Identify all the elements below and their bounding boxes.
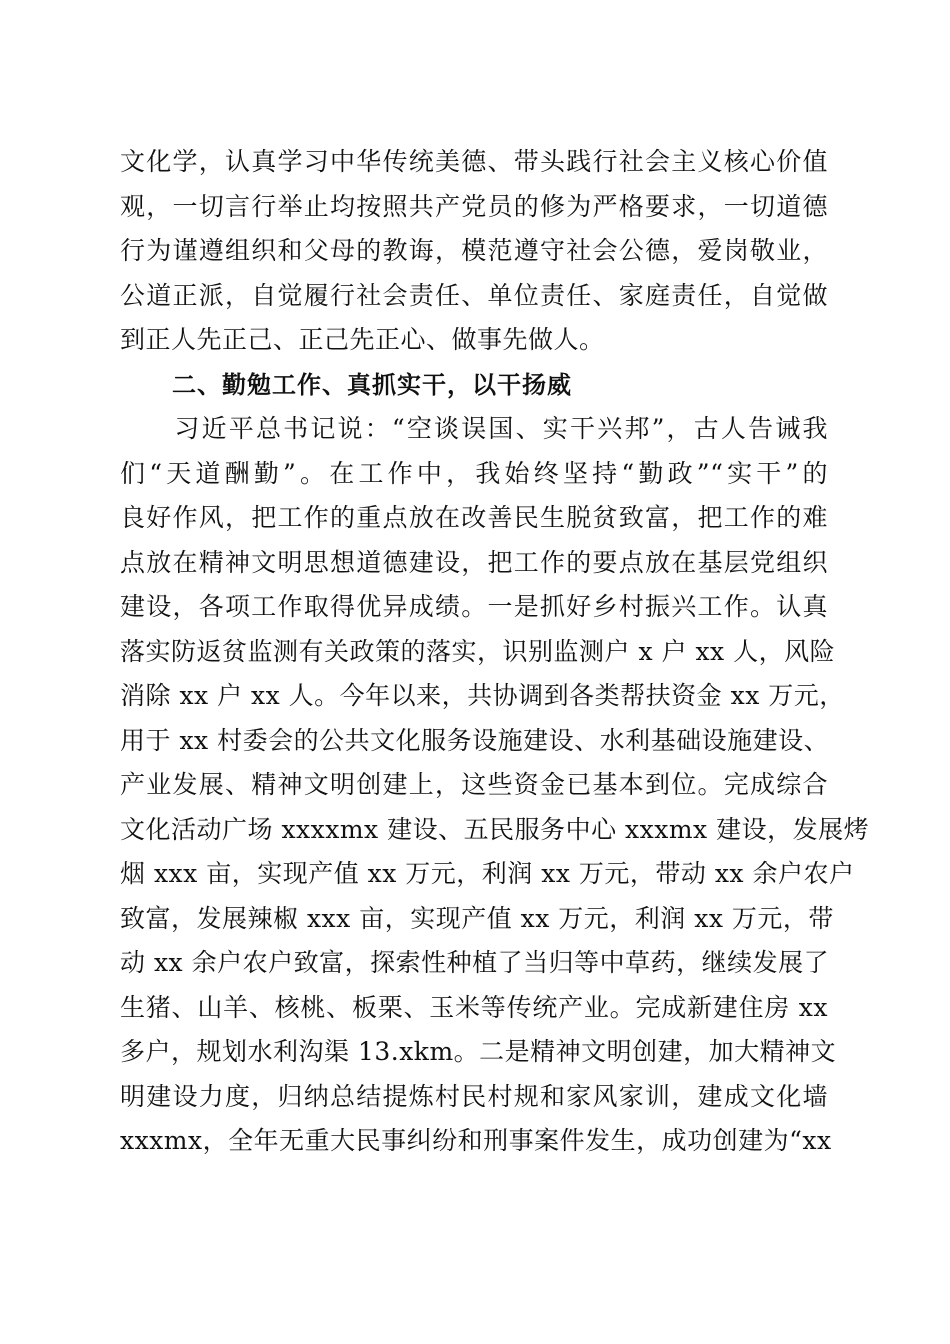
paragraph-line: 致富，发展辣椒 xxx 亩，实现产值 xx 万元，利润 xx 万元，带 xyxy=(120,903,834,933)
paragraph-line: 多户，规划水利沟渠 13.xkm。二是精神文明创建，加大精神文 xyxy=(120,1037,837,1066)
paragraph-line: xxxmx，全年无重大民事纠纷和刑事案件发生，成功创建为“xx xyxy=(120,1126,832,1155)
paragraph-line: 文化学，认真学习中华传统美德、带头践行社会主义核心价值 xyxy=(120,147,828,176)
paragraph-line: 行为谨遵组织和父母的教诲，模范遵守社会公德，爱岗敬业， xyxy=(120,236,828,265)
paragraph-line: 动 xx 余户农户致富，探索性种植了当归等中草药，继续发展了 xyxy=(120,948,830,977)
paragraph-line: 文化活动广场 xxxxmx 建设、五民服务中心 xxxmx 建设，发展烤 xyxy=(120,814,870,844)
paragraph-line: 良好作风，把工作的重点放在改善民生脱贫致富，把工作的难 xyxy=(120,503,828,532)
paragraph-line: 消除 xx 户 xx 人。今年以来，共协调到各类帮扶资金 xx 万元， xyxy=(120,681,845,710)
paragraph-line: 到正人先正己、正己先正心、做事先做人。 xyxy=(120,325,605,354)
paragraph-line: 建设，各项工作取得优异成绩。一是抓好乡村振兴工作。认真 xyxy=(120,592,828,621)
paragraph-line: 公道正派，自觉履行社会责任、单位责任、家庭责任，自觉做 xyxy=(120,280,828,310)
paragraph-line: 烟 xxx 亩，实现产值 xx 万元，利润 xx 万元，带动 xx 余户农户 xyxy=(120,859,855,888)
paragraph-line: 落实防返贫监测有关政策的落实，识别监测户 x 户 xx 人，风险 xyxy=(120,636,836,666)
document-body xyxy=(120,140,870,1164)
paragraph-line: 点放在精神文明思想道德建设，把工作的要点放在基层党组织 xyxy=(120,547,828,577)
section-heading: 二、勤勉工作、真抓实干，以干扬威 xyxy=(172,370,572,399)
paragraph-line: 生猪、山羊、核桃、板栗、玉米等传统产业。完成新建住房 xx xyxy=(120,992,828,1022)
paragraph-line: 用于 xx 村委会的公共文化服务设施建设、水利基础设施建设、 xyxy=(120,725,830,755)
paragraph-line: 们“天道酬勤”。在工作中，我始终坚持“勤政”“实干”的 xyxy=(120,458,828,488)
paragraph-line: 明建设力度，归纳总结提炼村民村规和家风家训，建成文化墙 xyxy=(120,1081,828,1111)
paragraph-line: 产业发展、精神文明创建上，这些资金已基本到位。完成综合 xyxy=(120,770,828,799)
paragraph-line: 习近平总书记说：“空谈误国、实干兴邦”，古人告诫我 xyxy=(120,414,828,443)
paragraph-line: 观，一切言行举止均按照共产党员的修为严格要求，一切道德 xyxy=(120,191,828,221)
